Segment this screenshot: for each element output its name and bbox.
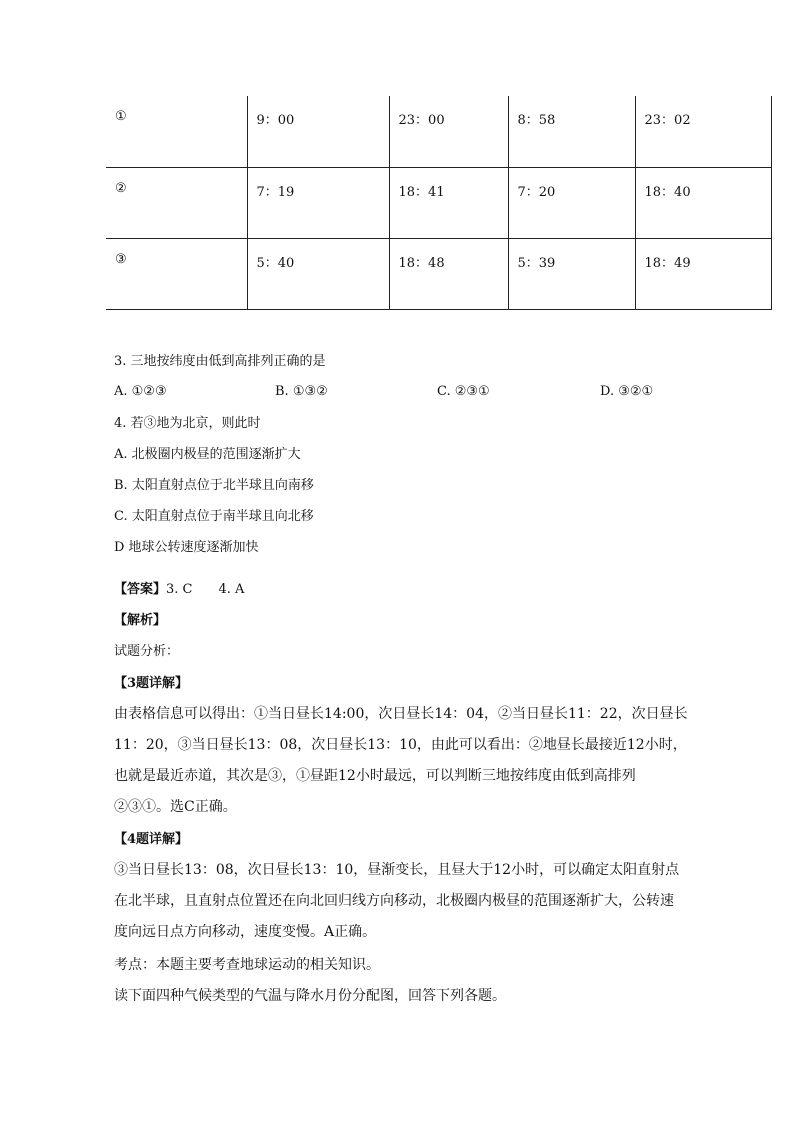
table-row [106,167,771,238]
table-row [106,238,771,309]
q3-option-b: B. ①③② [275,384,328,399]
paragraph-line: 度向远日点方向移动，速度变慢。A正确。 [114,924,377,940]
q4-option-a: A. 北极圈内极昼的范围逐渐扩大 [114,447,301,462]
question-4-stem: 4. 若③地为北京，则此时 [114,416,261,431]
table-row [106,96,771,167]
paragraph-line: 11：20，③当日昼长13：08，次日昼长13：10，由此可以看出：②地昼长最接近12小时， [114,737,687,753]
kaodian-note: 考点：本题主要考查地球运动的相关知识。 [114,957,380,973]
next-section-intro: 读下面四种气候类型的气温与降水月份分配图，回答下列各题。 [114,988,506,1004]
paragraph-line: 由表格信息可以得出：①当日昼长14:00，次日昼长14：04，②当日昼长11：22，次日昼长 [114,706,688,722]
q3-detail-paragraph [114,699,694,823]
table-cell: 5：39 [508,238,635,309]
paragraph-line: ②③①。选C正确。 [114,799,237,815]
q3-option-c: C. ②③① [437,384,490,399]
table-cell: 9：00 [247,96,389,167]
table-cell: 8：58 [508,96,635,167]
analysis-label: 【解析】 [114,613,167,628]
table-cell: ① [106,96,247,167]
answer-label: 【答案】 [114,582,167,597]
q3-option-d: D. ③②① [600,384,654,399]
q4-option-c: C. 太阳直射点位于南半球且向北移 [114,509,314,524]
table-cell: ② [106,167,247,238]
table-cell: 23：00 [389,96,508,167]
table-cell: 18：41 [389,167,508,238]
table-cell: 18：40 [635,167,771,238]
table-cell: 7：20 [508,167,635,238]
table-cell: ③ [106,238,247,309]
answer-line [114,581,244,599]
table-cell: 18：48 [389,238,508,309]
paragraph-line: 在北半球，且直射点位置还在向北回归线方向移动，北极圈内极昼的范围逐渐扩大，公转速 [114,893,674,909]
table-cell: 18：49 [635,238,771,309]
analysis-intro: 试题分析： [114,644,180,659]
q4-detail-heading: 【4题详解】 [114,832,189,847]
table-cell: 5：40 [247,238,389,309]
table-cell: 23：02 [635,96,771,167]
q4-option-b: B. 太阳直射点位于北半球且向南移 [114,478,314,493]
table-cell: 7：19 [247,167,389,238]
answer-q4: 4. A [218,582,245,597]
paragraph-line: ③当日昼长13：08，次日昼长13：10，昼渐变长，且昼大于12小时，可以确定太阳直射点 [114,862,680,878]
q3-detail-heading: 【3题详解】 [114,676,189,691]
answer-q3: 3. C [166,582,193,597]
q3-option-a: A. ①②③ [114,384,167,399]
q4-detail-paragraph [114,855,694,948]
paragraph-line: 也就是最近赤道，其次是③，①昼距12小时最远，可以判断三地按纬度由低到高排列 [114,768,636,784]
sunrise-sunset-table [106,96,772,310]
question-3-stem: 3. 三地按纬度由低到高排列正确的是 [114,354,326,369]
q4-option-d: D 地球公转速度逐渐加快 [114,540,259,555]
